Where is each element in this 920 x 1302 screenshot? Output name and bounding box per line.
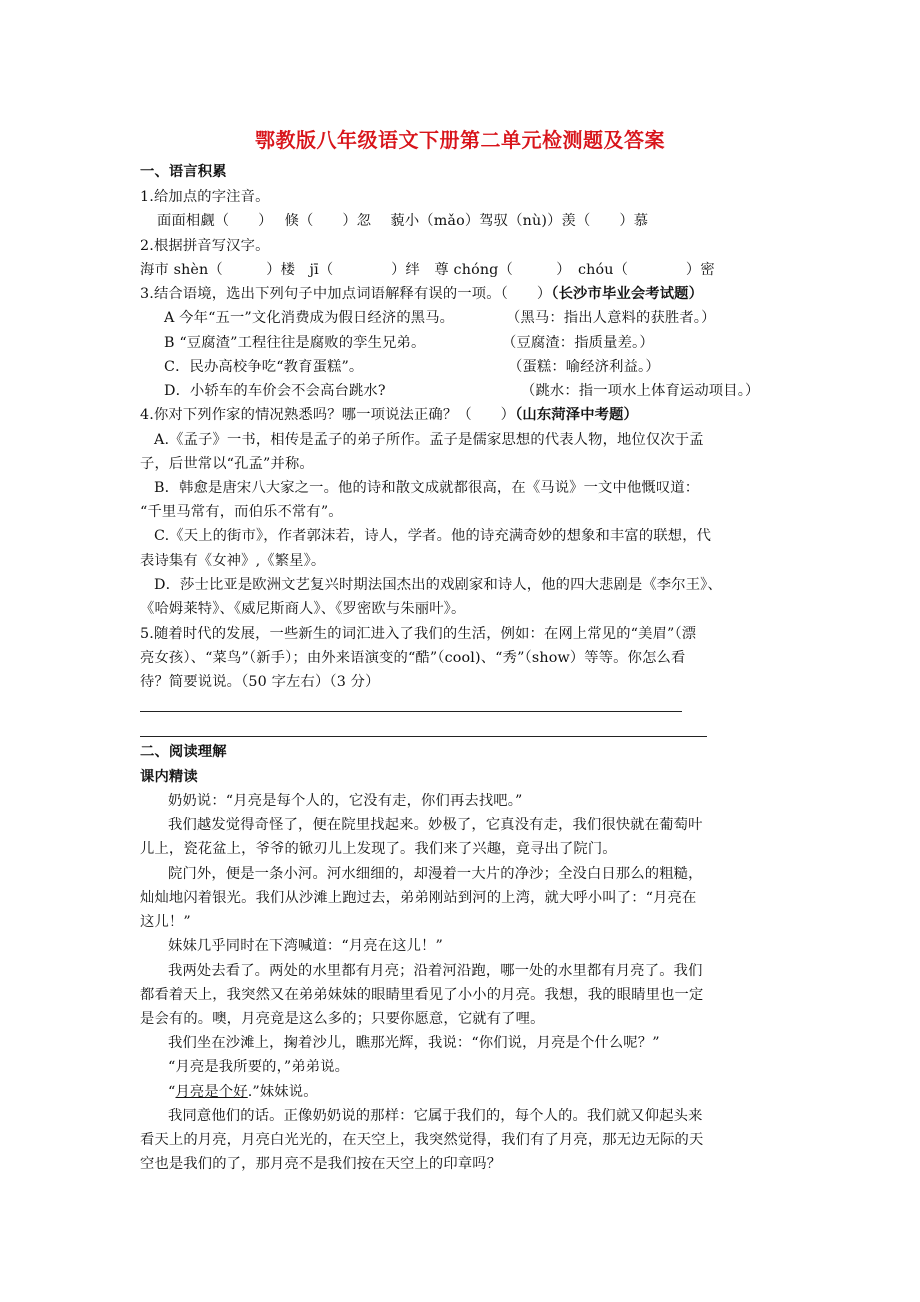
page-title: 鄂教版八年级语文下册第二单元检测题及答案 <box>255 128 665 152</box>
q3-option-c-note: （蛋糕：喻经济利益。） <box>508 359 660 375</box>
passage-line: 我们越发觉得奇怪了，便在院里找起来。妙极了，它真没有走，我们很快就在葡萄叶 <box>168 817 703 833</box>
q3-option-a-note: （黑马：指出人意料的获胜者。） <box>506 310 716 326</box>
underlined-phrase: 月亮是个好 <box>175 1084 248 1100</box>
passage-line: 空也是我们的了，那月亮不是我们按在天空上的印章吗？ <box>140 1156 502 1172</box>
q4-prompt-text: 4.你对下列作家的情况熟悉吗？哪一项说法正确？（ ） <box>140 407 516 423</box>
answer-line <box>140 711 682 712</box>
q3-option-b: B “豆腐渣”工程往往是腐败的孪生兄弟。 <box>164 335 426 351</box>
passage-line: 妹妹几乎同时在下湾喊道：“月亮在这儿！” <box>168 938 443 954</box>
q5-line: 亮女孩）、“菜鸟”（新手）；由外来语演变的“酷”（cool)、“秀”（show）等等。你怎么看 <box>140 650 686 666</box>
q1-prompt: 1.给加点的字注音。 <box>140 189 270 205</box>
passage-line: 我们坐在沙滩上，掬着沙儿，瞧那光辉，我说：“你们说，月亮是个什么呢？” <box>168 1035 660 1051</box>
passage-line: 是会有的。噢，月亮竟是这么多的；只要你愿意，它就有了哩。 <box>140 1011 545 1027</box>
q4-line: C.《天上的街市》，作者郭沫若，诗人，学者。他的诗充满奇妙的想象和丰富的联想，代 <box>154 528 712 544</box>
q4-line: 《哈姆莱特》、《威尼斯商人》、《罗密欧与朱丽叶》。 <box>140 601 466 617</box>
q4-line: 子，后世常以“孔孟”并称。 <box>140 456 314 472</box>
q3-option-b-note: （豆腐渣：指质量差。） <box>502 335 654 351</box>
passage-line: 儿上，瓷花盆上，爷爷的锨刃儿上发现了。我们来了兴趣，竟寻出了院门。 <box>140 841 617 857</box>
passage-line: 我两处去看了。两处的水里都有月亮；沿着河沿跑，哪一处的水里都有月亮了。我们 <box>168 963 703 979</box>
q3-prompt-text: 3.结合语境，选出下列句子中加点词语解释有误的一项。（ ） <box>140 286 552 302</box>
passage-line: 这儿！” <box>140 914 191 930</box>
answer-line <box>140 736 707 737</box>
passage-line: 我同意他们的话。正像奶奶说的那样：它属于我们的，每个人的。我们就又仰起头来 <box>168 1108 703 1124</box>
q3-option-d-note: （跳水：指一项水上体育运动项目。） <box>521 383 760 399</box>
q3-source: （长沙市毕业会考试题） <box>551 286 704 302</box>
q4-source: （山东菏泽中考题） <box>515 407 638 423</box>
q4-line: A.《孟子》一书，相传是孟子的弟子所作。孟子是儒家思想的代表人物，地位仅次于孟 <box>154 432 704 448</box>
passage-line: 灿灿地闪着银光。我们从沙滩上跑过去，弟弟刚站到河的上湾，就大呼小叫了：“月亮在 <box>140 890 697 906</box>
section2-subheading: 课内精读 <box>140 769 198 785</box>
q3-option-c: C．民办高校争吃“教育蛋糕”。 <box>164 359 364 375</box>
passage-line: 奶奶说：“月亮是每个人的，它没有走，你们再去找吧。” <box>168 793 523 809</box>
quote-close: .”妹妹说。 <box>247 1084 318 1100</box>
q2-prompt: 2.根据拼音写汉字。 <box>140 238 270 254</box>
q4-line: “千里马常有，而伯乐不常有”。 <box>140 504 343 520</box>
q4-prompt <box>140 405 638 425</box>
q4-line: D．莎士比亚是欧洲文艺复兴时期法国杰出的戏剧家和诗人，他的四大悲剧是《李尔王》、 <box>154 577 722 593</box>
q2-line: 海市 shèn（ ）楼 jī（ ）绊 尊 chóng（ ） chóu（ ）密 <box>140 262 715 278</box>
q5-line: 待？简要说说。（50 字左右）（3 分） <box>140 674 380 690</box>
passage-line-sister <box>168 1082 318 1102</box>
q3-option-a <box>164 308 454 328</box>
q4-line: 表诗集有《女神》,《繁星》。 <box>140 553 326 569</box>
passage-line: 都看着天上，我突然又在弟弟妹妹的眼睛里看见了小小的月亮。我想，我的眼睛里也一定 <box>140 987 704 1003</box>
quote-open: “ <box>168 1084 176 1100</box>
q3-option-a-text: A 今年“五一”文化消费成为假日经济的黑马。 <box>164 310 455 326</box>
section1-heading: 一、语言积累 <box>140 164 227 180</box>
passage-line: 院门外，便是一条小河。河水细细的，却漫着一大片的净沙；全没白日那么的粗糙， <box>168 866 703 882</box>
passage-line: “月亮是我所要的，”弟弟说。 <box>168 1059 350 1075</box>
q1-line: 面面相觑（ ） 倏（ ）忽 藐小（mǎo）驾驭（nù)）羡（ ）慕 <box>157 213 649 229</box>
q3-prompt <box>140 284 703 304</box>
q5-line: 5.随着时代的发展，一些新生的词汇进入了我们的生活，例如：在网上常见的“美眉”（漂 <box>140 626 697 642</box>
passage-line: 看天上的月亮，月亮白光光的，在天空上，我突然觉得，我们有了月亮，那无边无际的天 <box>140 1132 704 1148</box>
q3-option-d: D．小轿车的车价会不会高台跳水? <box>164 383 386 399</box>
q4-line: B．韩愈是唐宋八大家之一。他的诗和散文成就都很高，在《马说》一文中他慨叹道： <box>154 480 700 496</box>
section2-heading: 二、阅读理解 <box>140 744 227 760</box>
